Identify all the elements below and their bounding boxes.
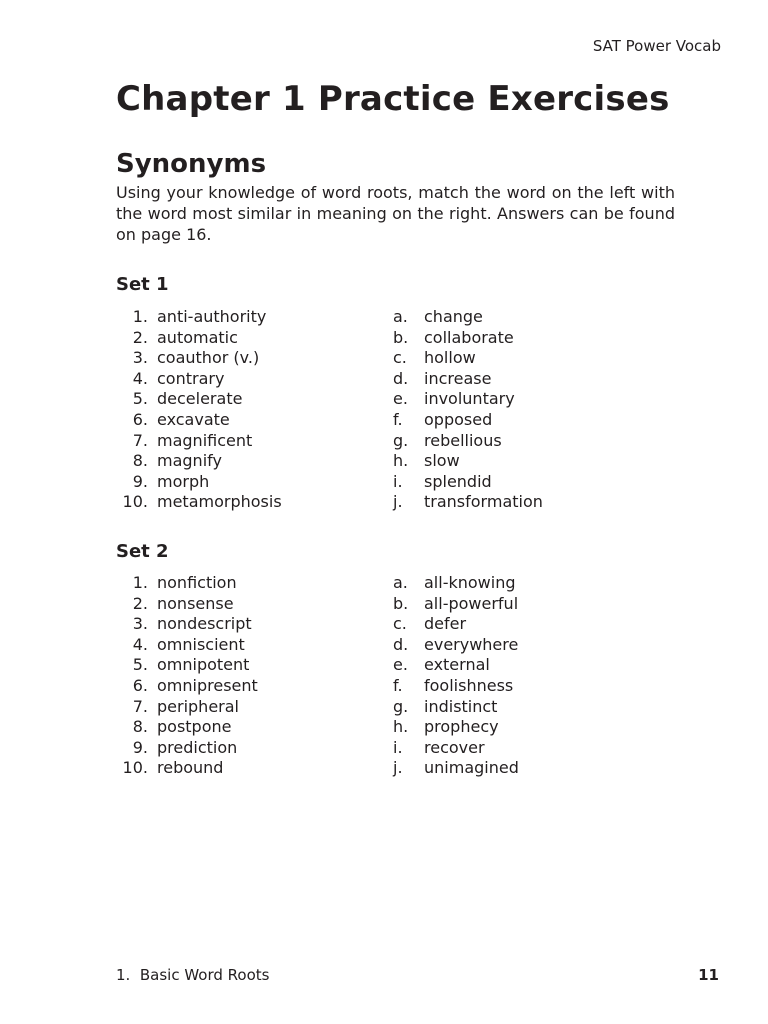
list-item: [116, 472, 376, 493]
item-letter: h.: [393, 451, 409, 471]
item-number: 9.: [132, 737, 148, 757]
item-word: excavate: [157, 409, 230, 429]
item-letter: g.: [393, 430, 409, 450]
list-item: [388, 717, 648, 738]
list-item: [388, 431, 648, 452]
list-item: [116, 594, 376, 615]
item-letter: i.: [393, 471, 403, 491]
item-letter: i.: [393, 737, 403, 757]
item-letter: d.: [393, 368, 409, 388]
item-number: 8.: [132, 451, 148, 471]
list-item: [388, 389, 648, 410]
list-item: [388, 451, 648, 472]
list-item: [388, 348, 648, 369]
item-word: nonfiction: [157, 573, 237, 592]
item-word: peripheral: [157, 696, 239, 716]
item-word: magnify: [157, 451, 222, 471]
item-word: collaborate: [424, 327, 514, 347]
item-number: 2.: [132, 593, 148, 613]
section-title: Synonyms: [116, 149, 267, 179]
item-number: 6.: [132, 675, 148, 695]
list-item: [116, 348, 376, 369]
list-item: [388, 655, 648, 676]
item-word: omnipresent: [157, 675, 258, 695]
chapter-title: Chapter 1 Practice Exercises: [116, 79, 670, 119]
item-word: metamorphosis: [157, 492, 282, 512]
item-letter: e.: [393, 655, 408, 675]
item-word: recover: [424, 737, 485, 757]
item-letter: b.: [393, 593, 409, 613]
list-item: [116, 676, 376, 697]
list-item: [388, 594, 648, 615]
item-word: contrary: [157, 368, 225, 388]
item-number: 9.: [132, 471, 148, 491]
item-letter: b.: [393, 327, 409, 347]
list-item: [116, 389, 376, 410]
list-item: [116, 431, 376, 452]
list-item: [116, 573, 376, 594]
item-letter: h.: [393, 717, 409, 737]
item-letter: c.: [393, 348, 407, 368]
list-item: [116, 328, 376, 349]
item-letter: c.: [393, 614, 407, 634]
item-word: slow: [424, 451, 460, 471]
list-item: [388, 697, 648, 718]
list-item: [388, 635, 648, 656]
item-number: 1.: [132, 573, 148, 592]
item-word: anti-authority: [157, 307, 267, 326]
item-word: transformation: [424, 492, 543, 512]
item-letter: d.: [393, 634, 409, 654]
item-letter: f.: [393, 675, 403, 695]
page-number: 11: [698, 966, 719, 984]
list-item: [388, 410, 648, 431]
instructions-paragraph: Using your knowledge of word roots, match the word on the left with the word most similar in meaning on the right. Answers can be found on page 16.: [116, 183, 675, 244]
list-item: [116, 614, 376, 635]
set-1-title: Set 1: [116, 274, 169, 295]
item-word: rebellious: [424, 430, 502, 450]
list-item: [388, 758, 648, 779]
item-letter: j.: [393, 758, 403, 778]
list-item: [116, 369, 376, 390]
item-number: 6.: [132, 409, 148, 429]
item-word: prediction: [157, 737, 238, 757]
list-item: [388, 369, 648, 390]
list-item: [388, 573, 648, 594]
item-letter: f.: [393, 409, 403, 429]
running-head: SAT Power Vocab: [592, 37, 721, 55]
list-item: [116, 758, 376, 779]
item-word: omnipotent: [157, 655, 250, 675]
item-word: unimagined: [424, 758, 519, 778]
footer-chapter-label: 1. Basic Word Roots: [116, 966, 270, 984]
list-item: [116, 410, 376, 431]
list-item: [388, 472, 648, 493]
item-word: coauthor (v.): [157, 348, 260, 368]
item-word: automatic: [157, 327, 238, 347]
item-word: indistinct: [424, 696, 498, 716]
item-letter: a.: [393, 307, 408, 326]
item-word: nondescript: [157, 614, 252, 634]
list-item: [388, 676, 648, 697]
item-word: morph: [157, 471, 210, 491]
item-word: all-powerful: [424, 593, 519, 613]
list-item: [116, 738, 376, 759]
set-1-right-list: [388, 307, 648, 513]
item-number: 5.: [132, 389, 148, 409]
set-2-right-list: [388, 573, 648, 779]
list-item: [116, 697, 376, 718]
list-item: [388, 614, 648, 635]
list-item: [116, 717, 376, 738]
list-item: [116, 655, 376, 676]
item-word: hollow: [424, 348, 476, 368]
list-item: [388, 738, 648, 759]
item-word: rebound: [157, 758, 224, 778]
list-item: [388, 492, 648, 513]
item-word: postpone: [157, 717, 232, 737]
list-item: [116, 307, 376, 328]
item-word: omniscient: [157, 634, 245, 654]
set-2-title: Set 2: [116, 541, 169, 562]
item-number: 1.: [132, 307, 148, 326]
item-word: involuntary: [424, 389, 515, 409]
set-1-left-list: [116, 307, 376, 513]
item-word: all-knowing: [424, 573, 516, 592]
list-item: [116, 635, 376, 656]
item-letter: j.: [393, 492, 403, 512]
item-word: change: [424, 307, 483, 326]
item-word: prophecy: [424, 717, 499, 737]
item-word: foolishness: [424, 675, 514, 695]
item-word: magnificent: [157, 430, 253, 450]
item-number: 4.: [132, 368, 148, 388]
list-item: [388, 328, 648, 349]
set-2-left-list: [116, 573, 376, 779]
item-number: 3.: [132, 614, 148, 634]
item-number: 10.: [122, 492, 148, 512]
list-item: [116, 492, 376, 513]
item-number: 10.: [122, 758, 148, 778]
item-word: opposed: [424, 409, 493, 429]
item-word: increase: [424, 368, 492, 388]
item-letter: e.: [393, 389, 408, 409]
item-word: everywhere: [424, 634, 519, 654]
list-item: [116, 451, 376, 472]
list-item: [388, 307, 648, 328]
item-word: nonsense: [157, 593, 234, 613]
item-number: 4.: [132, 634, 148, 654]
item-letter: g.: [393, 696, 409, 716]
item-number: 3.: [132, 348, 148, 368]
item-word: splendid: [424, 471, 492, 491]
item-number: 7.: [132, 696, 148, 716]
item-letter: a.: [393, 573, 408, 592]
item-number: 5.: [132, 655, 148, 675]
item-word: decelerate: [157, 389, 243, 409]
item-number: 2.: [132, 327, 148, 347]
item-number: 8.: [132, 717, 148, 737]
item-number: 7.: [132, 430, 148, 450]
item-word: external: [424, 655, 490, 675]
item-word: defer: [424, 614, 467, 634]
